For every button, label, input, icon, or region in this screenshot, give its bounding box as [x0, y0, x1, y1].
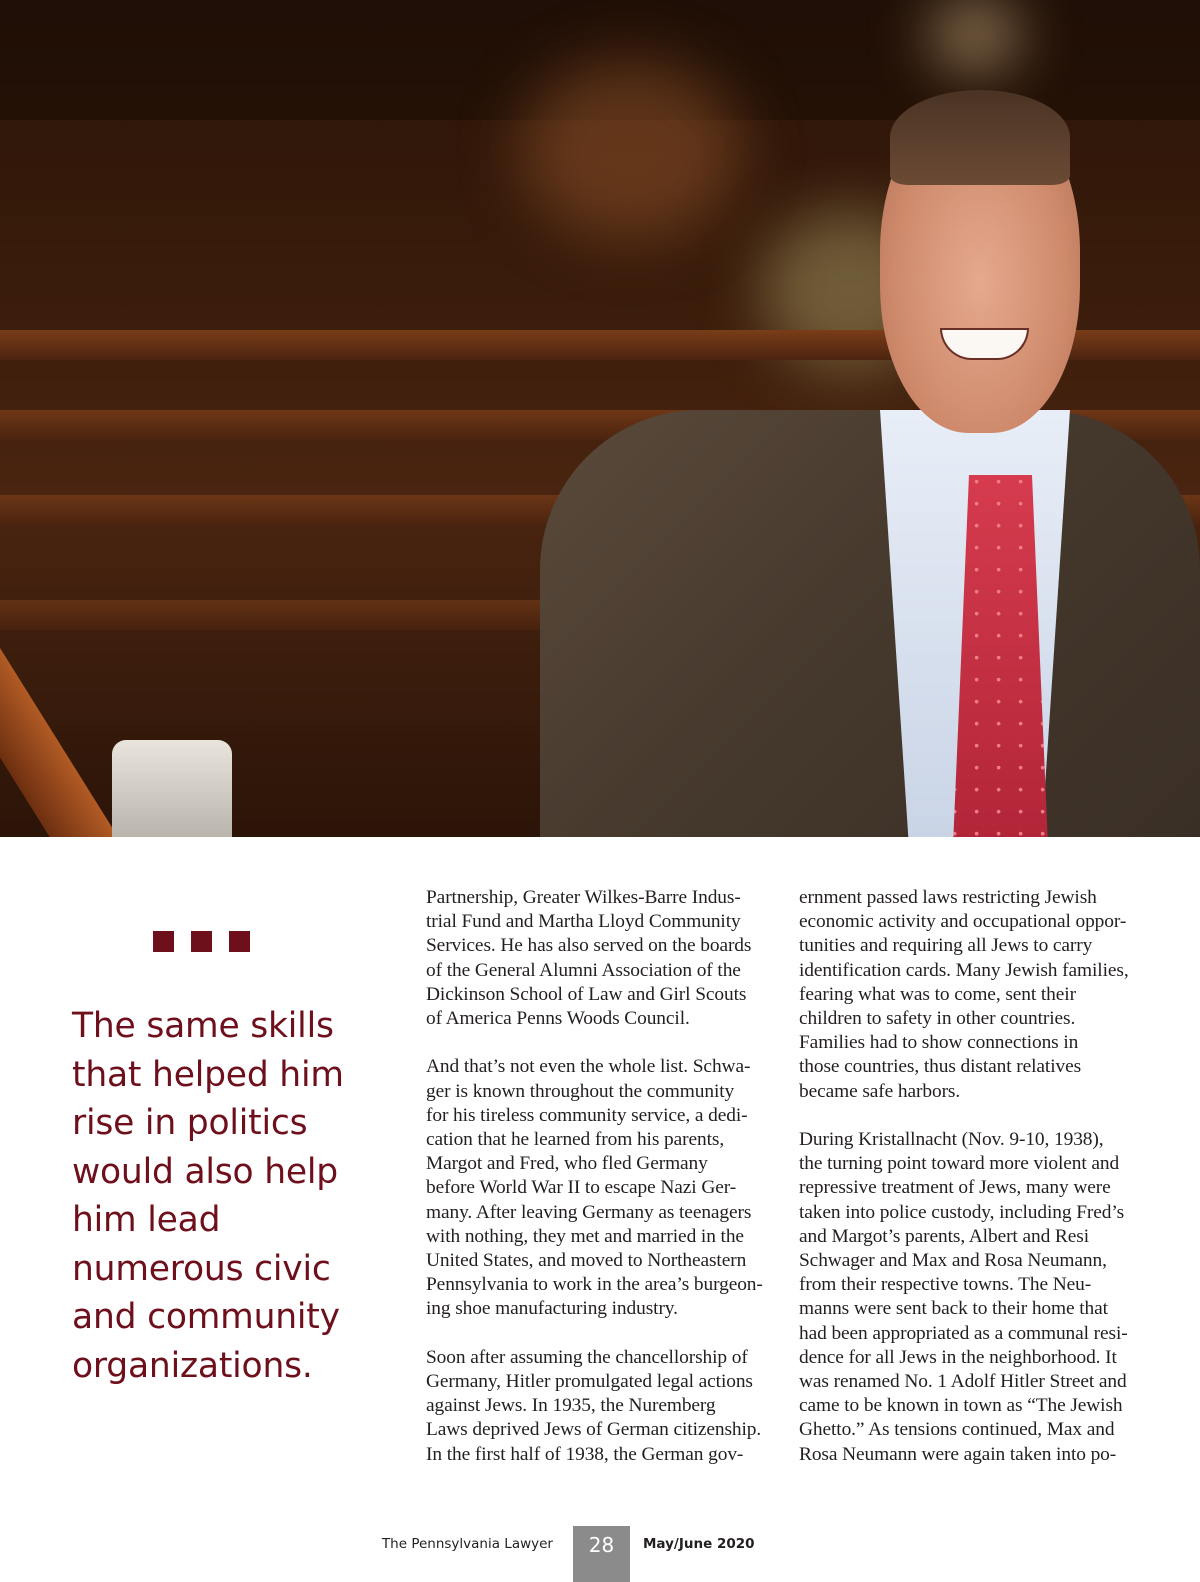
text-line: dence for all Jews in the neighborhood. It — [799, 1346, 1117, 1368]
marker-square — [191, 931, 212, 952]
text-line: had been appropriated as a communal resi- — [799, 1322, 1128, 1344]
marker-square — [229, 931, 250, 952]
text-line: Families had to show connections in — [799, 1032, 1079, 1054]
text-line: Dickinson School of Law and Girl Scouts — [426, 983, 747, 1005]
text-line: And that’s not even the whole list. Schwa- — [426, 1056, 751, 1078]
marker-square — [153, 931, 174, 952]
text-line: Ghetto.” As tensions continued, Max and — [799, 1419, 1115, 1441]
text-line: for his tireless community service, a dedi- — [426, 1104, 748, 1126]
text-line: became safe harbors. — [799, 1080, 961, 1102]
text-line: Margot and Fred, who fled Germany — [426, 1153, 708, 1175]
page-number: 28 — [573, 1526, 630, 1582]
text-line: ernment passed laws restricting Jewish — [799, 887, 1097, 908]
text-line: taken into police custody, including Fred’s — [799, 1201, 1125, 1223]
text-line: ing shoe manufacturing industry. — [426, 1298, 678, 1320]
text-line: Partnership, Greater Wilkes-Barre Indus- — [426, 887, 741, 908]
paragraph — [426, 886, 771, 1031]
text-line: manns were sent back to their home that — [799, 1298, 1108, 1320]
text-line: came to be known in town as “The Jewish — [799, 1395, 1123, 1417]
text-line: Germany, Hitler promulgated legal actions — [426, 1371, 753, 1393]
text-line: fearing what was to come, sent their — [799, 983, 1076, 1005]
text-line: In the first half of 1938, the German gov- — [426, 1443, 744, 1465]
text-line: ger is known throughout the community — [426, 1080, 735, 1102]
text-line: against Jews. In 1935, the Nuremberg — [426, 1395, 716, 1417]
pull-quote-marker — [153, 931, 250, 952]
text-line: was renamed No. 1 Adolf Hitler Street and — [799, 1371, 1127, 1393]
paragraph — [426, 1055, 771, 1321]
text-line: Soon after assuming the chancellorship of — [426, 1346, 748, 1368]
portrait-subject — [540, 90, 1200, 837]
text-line: trial Fund and Martha Lloyd Community — [426, 911, 741, 933]
text-line: tunities and requiring all Jews to carry — [799, 935, 1093, 957]
article-column-2 — [799, 886, 1144, 1491]
paragraph — [426, 1346, 771, 1467]
text-line: cation that he learned from his parents, — [426, 1129, 725, 1151]
paragraph — [799, 886, 1144, 1104]
text-line: economic activity and occupational oppor- — [799, 911, 1127, 933]
text-line: of the General Alumni Association of the — [426, 959, 741, 981]
text-line: During Kristallnacht (Nov. 9-10, 1938), — [799, 1129, 1104, 1151]
text-line: from their respective towns. The Neu- — [799, 1274, 1092, 1296]
text-line: children to safety in other countries. — [799, 1008, 1076, 1030]
page-footer — [0, 1526, 1200, 1582]
text-line: the turning point toward more violent and — [799, 1153, 1120, 1175]
text-line: United States, and moved to Northeastern — [426, 1250, 747, 1272]
text-line: Rosa Neumann were again taken into po- — [799, 1443, 1117, 1465]
text-line: before World War II to escape Nazi Ger- — [426, 1177, 737, 1199]
text-line: repressive treatment of Jews, many were — [799, 1177, 1111, 1199]
text-line: those countries, thus distant relatives — [799, 1056, 1082, 1078]
publication-name: The Pennsylvania Lawyer — [381, 1536, 553, 1552]
issue-date: May/June 2020 — [643, 1536, 755, 1552]
text-line: Schwager and Max and Rosa Neumann, — [799, 1250, 1107, 1272]
text-line: Laws deprived Jews of German citizenship. — [426, 1419, 762, 1441]
pull-quote: The same skills that helped him rise in politics would also help him lead numerous civic and community organizations. — [72, 1006, 344, 1386]
text-line: of America Penns Woods Council. — [426, 1008, 690, 1030]
text-line: and Margot’s parents, Albert and Resi — [799, 1225, 1089, 1247]
text-line: Services. He has also served on the boards — [426, 935, 752, 957]
text-line: Pennsylvania to work in the area’s burgeon- — [426, 1274, 763, 1296]
paragraph — [799, 1128, 1144, 1467]
text-line: many. After leaving Germany as teenagers — [426, 1201, 752, 1223]
text-line: with nothing, they met and married in the — [426, 1225, 744, 1247]
article-column-1 — [426, 886, 771, 1491]
text-line: identification cards. Many Jewish families, — [799, 959, 1129, 981]
